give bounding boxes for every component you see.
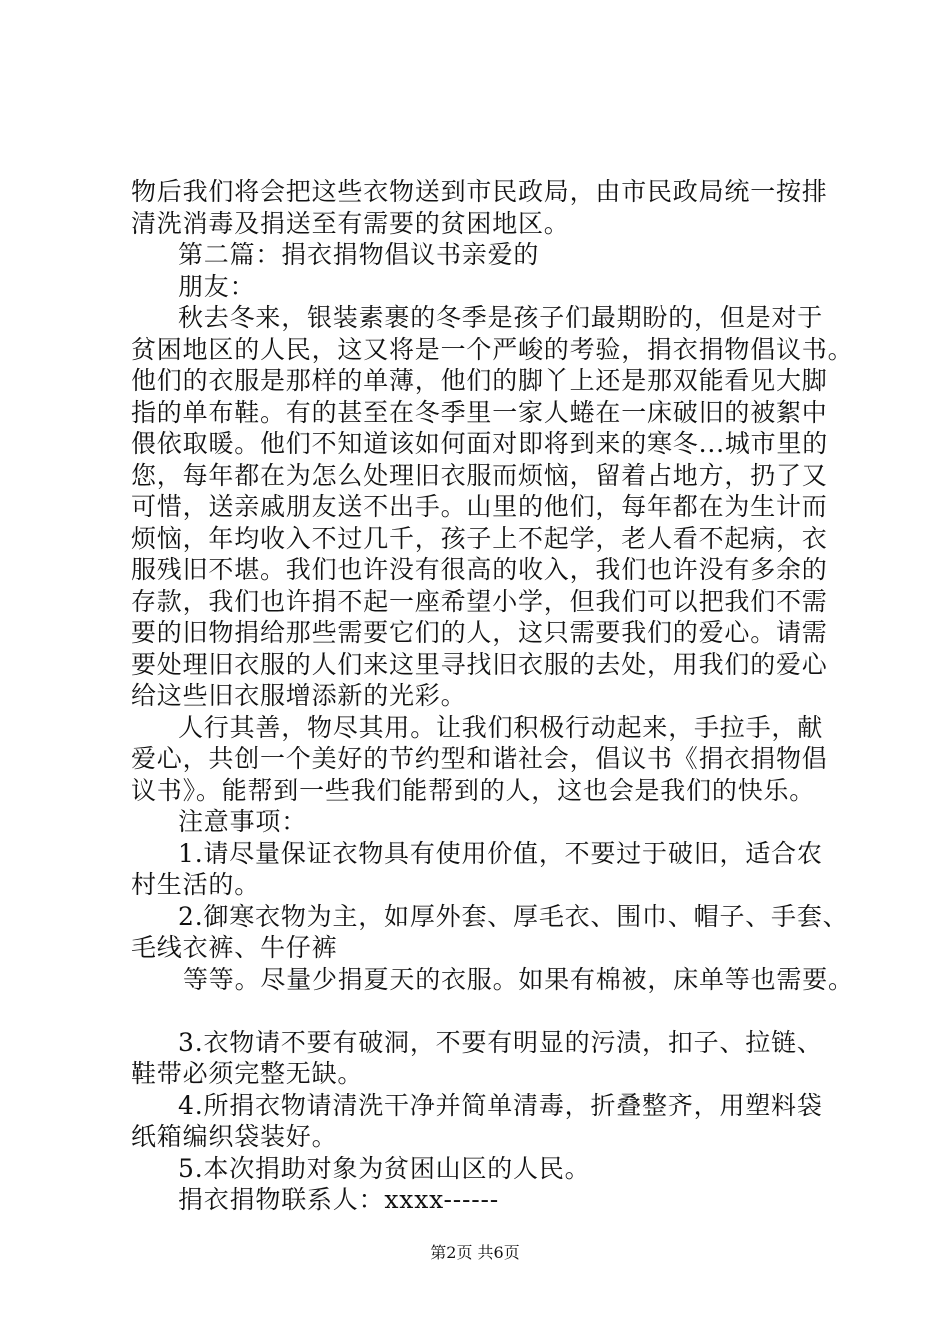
text-line: 等等。尽量少捐夏天的衣服。如果有棉被，床单等也需要。 bbox=[183, 965, 854, 994]
text-line: 毛线衣裤、牛仔裤 bbox=[131, 933, 338, 962]
text-line: 人行其善，物尽其用。让我们积极行动起来，手拉手，献 bbox=[178, 713, 824, 742]
text-line: 偎依取暖。他们不知道该如何面对即将到来的寒冬...城市里的 bbox=[131, 429, 829, 458]
text-line: 可惜，送亲戚朋友送不出手。山里的他们，每年都在为生计而 bbox=[131, 492, 828, 521]
list-item: 1.请尽量保证衣物具有使用价值，不要过于破旧，适合农 bbox=[178, 839, 823, 868]
text-line: 鞋带必须完整无缺。 bbox=[131, 1059, 364, 1088]
list-item: 4.所捐衣物请清洗干净并简单清毒，折叠整齐，用塑料袋 bbox=[178, 1091, 823, 1120]
contact-line: 捐衣捐物联系人：xxxx------ bbox=[178, 1185, 500, 1214]
text-line: 爱心，共创一个美好的节约型和谐社会，倡议书《捐衣捐物倡 bbox=[131, 744, 828, 773]
text-line: 服残旧不堪。我们也许没有很高的收入，我们也许没有多余的 bbox=[131, 555, 828, 584]
page-number-footer: 第2页 共6页 bbox=[430, 1243, 520, 1262]
text-line: 要的旧物捐给那些需要它们的人，这只需要我们的爱心。请需 bbox=[131, 618, 828, 647]
text-line: 村生活的。 bbox=[131, 870, 261, 899]
text-line: 要处理旧衣服的人们来这里寻找旧衣服的去处，用我们的爱心 bbox=[131, 650, 828, 679]
text-line: 他们的衣服是那样的单薄，他们的脚丫上还是那双能看见大脚 bbox=[131, 366, 828, 395]
text-line: 纸箱编织袋装好。 bbox=[131, 1122, 338, 1151]
notes-heading: 注意事项： bbox=[178, 807, 308, 836]
text-line: 物后我们将会把这些衣物送到市民政局，由市民政局统一按排 bbox=[131, 177, 828, 206]
text-line: 议书》。能帮到一些我们能帮到的人，这也会是我们的快乐。 bbox=[131, 776, 816, 805]
list-item: 5.本次捐助对象为贫困山区的人民。 bbox=[178, 1154, 591, 1183]
section-heading: 第二篇：捐衣捐物倡议书亲爱的 bbox=[178, 240, 540, 269]
text-line: 指的单布鞋。有的甚至在冬季里一家人蜷在一床破旧的被絮中 bbox=[131, 398, 828, 427]
text-line: 朋友： bbox=[178, 272, 256, 301]
text-line: 秋去冬来，银装素裹的冬季是孩子们最期盼的，但是对于 bbox=[178, 303, 824, 332]
text-line: 存款，我们也许捐不起一座希望小学，但我们可以把我们不需 bbox=[131, 587, 828, 616]
list-item: 3.衣物请不要有破洞，不要有明显的污渍，扣子、拉链、 bbox=[178, 1028, 823, 1057]
text-line: 清洗消毒及捐送至有需要的贫困地区。 bbox=[131, 209, 570, 238]
list-item: 2.御寒衣物为主，如厚外套、厚毛衣、围巾、帽子、手套、 bbox=[178, 902, 849, 931]
text-line: 贫困地区的人民，这又将是一个严峻的考验，捐衣捐物倡议书。 bbox=[131, 335, 854, 364]
text-line: 烦恼，年均收入不过几千，孩子上不起学，老人看不起病，衣 bbox=[131, 524, 828, 553]
text-line: 给这些旧衣服增添新的光彩。 bbox=[131, 681, 467, 710]
text-line: 您，每年都在为怎么处理旧衣服而烦恼，留着占地方，扔了又 bbox=[131, 461, 828, 490]
